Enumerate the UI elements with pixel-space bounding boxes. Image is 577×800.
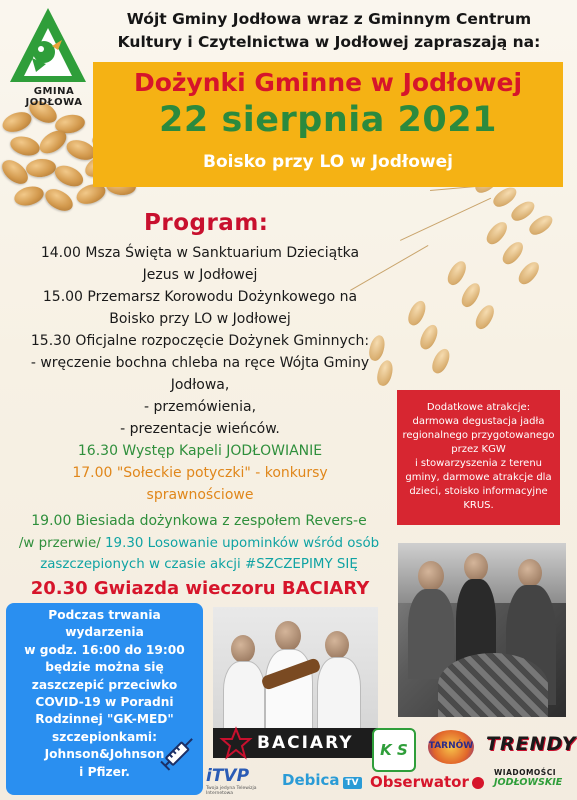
extra-line: gminy, darmowe atrakcje dla bbox=[405, 472, 552, 483]
program-line: - wręczenie bochna chleba na ręce Wójta Gminy bbox=[30, 355, 370, 371]
banner-place: Boisko przy LO w Jodłowej bbox=[203, 152, 453, 172]
program-losowanie bbox=[0, 533, 398, 555]
program-line: Jodłowa, bbox=[170, 377, 230, 393]
dancing-photo bbox=[398, 543, 566, 717]
obserwator-text: Obserwator bbox=[370, 773, 469, 791]
vaccine-line: Rodzinnej "GK-MED" bbox=[35, 712, 174, 727]
debica-tv-logo bbox=[282, 770, 362, 792]
banner-title: Dożynki Gminne w Jodłowej bbox=[133, 68, 523, 97]
program-line: Jezus w Jodłowej bbox=[142, 267, 258, 283]
extra-attractions-box bbox=[397, 390, 560, 525]
program-kapela: 16.30 Występ Kapeli JODŁOWIANIE bbox=[77, 443, 323, 459]
program-list bbox=[0, 243, 400, 603]
program-potyczki: 17.00 "Sołeckie potyczki" - konkursy bbox=[72, 465, 328, 481]
vaccine-line: i Pfizer. bbox=[79, 764, 130, 779]
vaccine-line: COVID-19 w Poradni bbox=[35, 695, 174, 710]
program-title: Program: bbox=[144, 210, 269, 236]
program-line: - przemówienia, bbox=[143, 399, 257, 415]
tree-bird-icon bbox=[6, 6, 90, 86]
program-gwiazda: 20.30 Gwiazda wieczoru BACIARY bbox=[30, 578, 370, 599]
itvp-logo-text: iTVP bbox=[206, 766, 250, 786]
program-potyczki-2: sprawnościowe bbox=[146, 487, 254, 503]
losowanie-text: 19.30 Losowanie upominków wśród osób bbox=[100, 536, 380, 551]
ks-logo-text: K S bbox=[380, 741, 408, 759]
vaccine-line: będzie można się bbox=[45, 660, 164, 675]
vaccine-line: Podczas trwania bbox=[48, 608, 161, 622]
trendy-logo-text: TRENDY bbox=[486, 733, 577, 755]
band-name-bar bbox=[213, 728, 378, 758]
header-line-1: Wójt Gminy Jodłowa wraz z Gminnym Centrum bbox=[126, 10, 532, 28]
itvp-logo bbox=[206, 766, 278, 796]
debica-tv-badge: TV bbox=[343, 777, 362, 789]
event-banner bbox=[93, 62, 563, 187]
program-biesiada: 19.00 Biesiada dożynkowa z zespołem Revers-e bbox=[31, 513, 367, 529]
wiadomosci-jodlowskie-logo bbox=[494, 768, 564, 796]
tarnow-logo-text: TARNÓW bbox=[428, 741, 474, 751]
losowanie-prefix: /w przerwie/ bbox=[18, 536, 101, 551]
banner-date: 22 sierpnia 2021 bbox=[159, 100, 497, 140]
program-line: 14.00 Msza Święta w Sanktuarium Dzieciątka bbox=[40, 245, 360, 261]
vaccination-box bbox=[6, 603, 203, 795]
header-line-2: Kultury i Czytelnictwa w Jodłowej zapraszają na: bbox=[117, 33, 541, 51]
header-text bbox=[98, 8, 560, 54]
vaccine-line: zaszczepić przeciwko bbox=[31, 677, 178, 692]
vaccine-line: szczepionkami: bbox=[52, 729, 157, 744]
extra-line: i stowarzyszenia z terenu bbox=[414, 458, 543, 469]
extra-line: przez KGW bbox=[451, 444, 506, 455]
program-line: 15.00 Przemarsz Korowodu Dożynkowego na bbox=[42, 289, 358, 305]
gmina-logo bbox=[6, 6, 90, 108]
extra-line: dzieci, stoisko informacyjne bbox=[409, 486, 548, 497]
vaccine-line: Johnson&Johnson bbox=[44, 747, 165, 762]
itvp-subtitle: Twoja jedyna Telewizja Internetowa bbox=[206, 786, 257, 796]
syringe-icon bbox=[156, 731, 200, 775]
folk-ornament-icon bbox=[219, 726, 253, 760]
wiadomosci-text: WIADOMOŚCI bbox=[494, 768, 557, 777]
ks-logo bbox=[372, 728, 416, 772]
extra-line: KRUS. bbox=[463, 500, 494, 511]
jodlowskie-text: JODŁOWSKIE bbox=[494, 777, 563, 788]
program-line: - prezentacje wieńców. bbox=[120, 421, 280, 437]
extra-line: regionalnego przygotowanego bbox=[402, 430, 555, 441]
debica-text: Debica bbox=[282, 771, 340, 789]
vaccine-line: wydarzenia bbox=[65, 625, 144, 640]
band-name: BACIARY bbox=[257, 733, 354, 753]
logo-text: GMINA JODŁOWA bbox=[25, 86, 83, 108]
program-line: 15.30 Oficjalne rozpoczęcie Dożynek Gminnych: bbox=[30, 333, 370, 349]
extra-line: Dodatkowe atrakcje: bbox=[426, 402, 531, 413]
obserwator-badge-icon bbox=[472, 777, 484, 789]
extra-line: darmowa degustacja jadła bbox=[412, 416, 545, 427]
obserwator-logo bbox=[370, 772, 490, 796]
program-line: Boisko przy LO w Jodłowej bbox=[109, 311, 291, 327]
tarnow-logo bbox=[424, 728, 478, 768]
program-losowanie-2: zaszczepionych w czasie akcji #SZCZEPIMY SIĘ bbox=[40, 557, 358, 572]
trendy-logo bbox=[486, 733, 577, 759]
vaccine-line: w godz. 16:00 do 19:00 bbox=[24, 642, 185, 657]
